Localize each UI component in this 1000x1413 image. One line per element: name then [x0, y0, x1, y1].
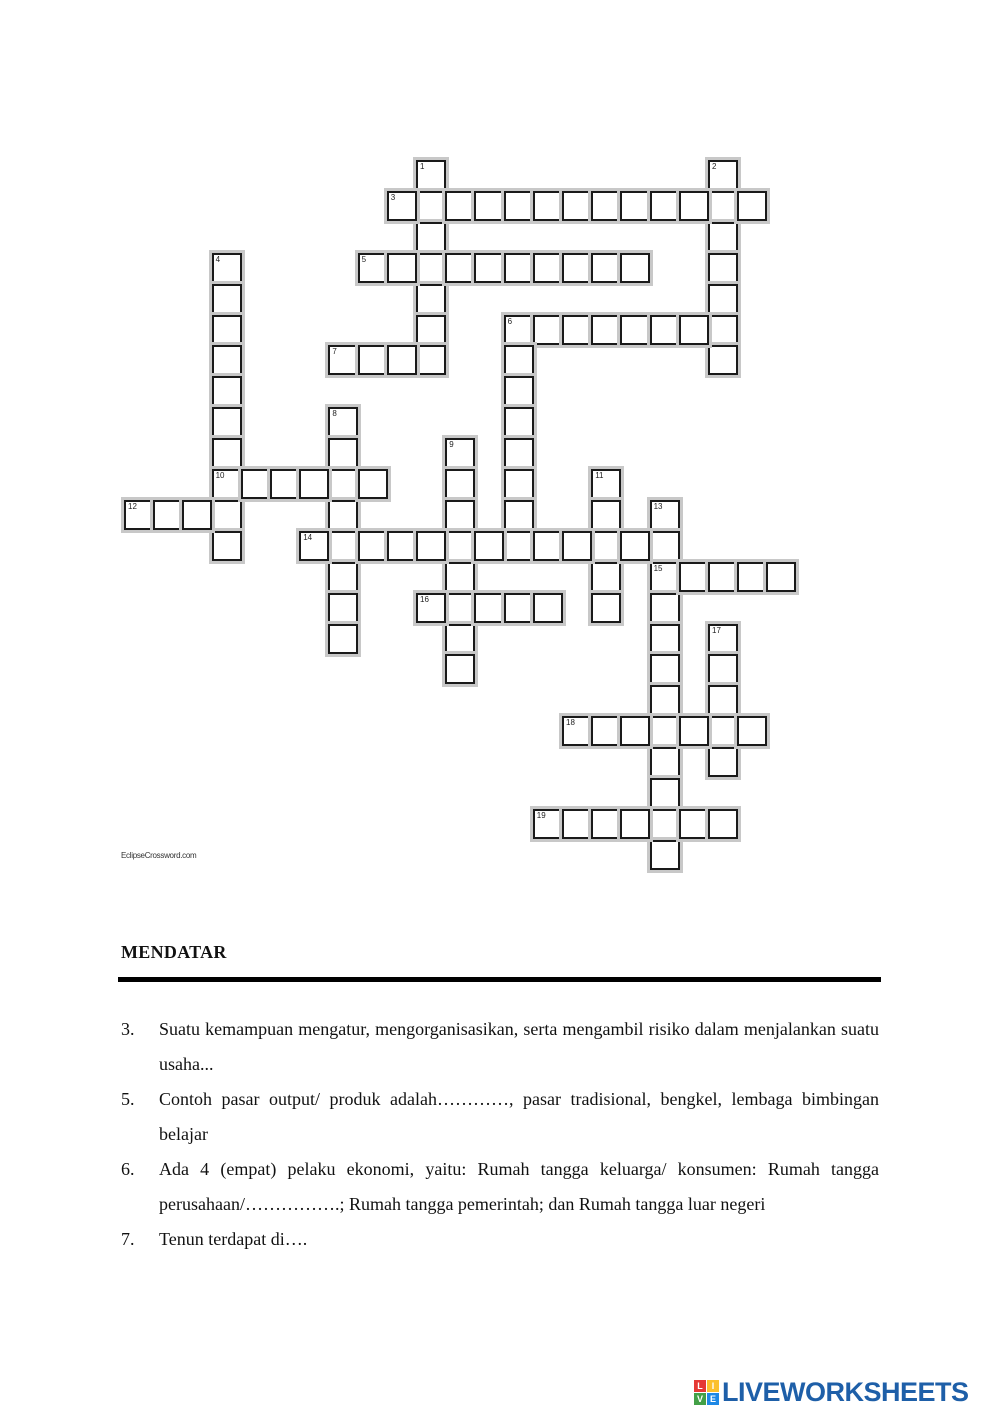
crossword-cell[interactable]	[650, 593, 680, 623]
crossword-cell[interactable]	[212, 315, 242, 345]
clue-number: 3.	[121, 1019, 135, 1039]
crossword-cell[interactable]	[591, 716, 621, 746]
cell-number: 19	[536, 810, 546, 820]
crossword-cell[interactable]	[416, 222, 446, 252]
crossword-cell[interactable]	[270, 469, 300, 499]
cell-number: 10	[215, 471, 225, 480]
crossword-cell[interactable]	[591, 191, 621, 221]
cell-number: 16	[420, 594, 429, 604]
crossword-cell[interactable]	[620, 253, 650, 283]
cell-number: 14	[303, 532, 313, 542]
crossword-cell[interactable]	[445, 500, 475, 530]
crossword-cell[interactable]	[708, 160, 738, 190]
crossword-cell[interactable]	[679, 315, 709, 345]
crossword-cell[interactable]	[591, 315, 621, 345]
crossword-cell[interactable]	[679, 562, 709, 592]
crossword-cell[interactable]	[445, 253, 475, 283]
crossword-cell[interactable]	[445, 531, 475, 561]
crossword-cell[interactable]	[679, 191, 709, 221]
crossword-cell[interactable]	[591, 500, 621, 530]
crossword-cell[interactable]	[737, 562, 767, 592]
crossword-cell[interactable]	[212, 500, 242, 530]
crossword-cell[interactable]	[562, 716, 592, 746]
crossword-cell[interactable]	[620, 809, 650, 839]
crossword-cell[interactable]	[445, 438, 475, 468]
crossword-cell[interactable]	[708, 809, 738, 839]
crossword-cell[interactable]	[650, 531, 680, 561]
crossword-cell[interactable]	[591, 562, 621, 592]
crossword-cell[interactable]	[620, 191, 650, 221]
crossword-cell[interactable]	[533, 809, 563, 839]
crossword-cell[interactable]	[650, 716, 680, 746]
crossword-cell[interactable]	[153, 500, 183, 530]
crossword-cell[interactable]	[212, 438, 242, 468]
crossword-cell[interactable]	[650, 840, 680, 870]
crossword-cell[interactable]	[212, 345, 242, 375]
crossword-cell[interactable]	[328, 407, 358, 437]
crossword-cell[interactable]	[416, 531, 446, 561]
logo-letter: I	[707, 1380, 719, 1392]
crossword-cell[interactable]	[504, 531, 534, 561]
crossword-cell[interactable]	[650, 685, 680, 715]
crossword-cell[interactable]	[679, 716, 709, 746]
crossword-cell[interactable]	[504, 315, 534, 345]
cell-number: 18	[566, 718, 575, 728]
clue-list	[121, 1012, 879, 1257]
crossword-cell[interactable]	[650, 562, 680, 592]
crossword-cell[interactable]	[445, 654, 475, 684]
crossword-cell[interactable]	[328, 469, 358, 499]
crossword-cell[interactable]	[533, 593, 563, 623]
cell-number: 12	[128, 501, 137, 511]
crossword-cell[interactable]	[650, 747, 680, 777]
crossword-cell[interactable]	[708, 284, 738, 314]
crossword-cell[interactable]	[212, 531, 242, 561]
crossword-cell[interactable]	[591, 253, 621, 283]
crossword-cell[interactable]	[533, 191, 563, 221]
crossword-cell[interactable]	[504, 438, 534, 468]
liveworksheets-logo	[694, 1375, 969, 1409]
clue-text: Suatu kemampuan mengatur, mengorganisasikan, serta mengambil risiko dalam menjalankan suatu usaha...	[159, 1019, 879, 1074]
crossword-cell[interactable]	[504, 469, 534, 499]
crossword-cell[interactable]	[708, 191, 738, 221]
crossword-cell[interactable]	[533, 531, 563, 561]
crossword-cell[interactable]	[212, 376, 242, 406]
crossword-cell[interactable]	[416, 315, 446, 345]
crossword-cell[interactable]	[328, 624, 358, 654]
clue-number: 6.	[121, 1159, 135, 1179]
crossword-cell[interactable]	[591, 469, 621, 499]
clue-text: Tenun terdapat di….	[159, 1229, 308, 1249]
crossword-cell[interactable]	[358, 469, 388, 499]
crossword-cell[interactable]	[504, 500, 534, 530]
clue-item	[121, 1082, 879, 1152]
crossword-cell[interactable]	[708, 315, 738, 345]
logo-letter: E	[707, 1393, 719, 1405]
crossword-cell[interactable]	[650, 500, 680, 530]
crossword-cell[interactable]	[650, 809, 680, 839]
crossword-cell[interactable]	[416, 345, 446, 375]
crossword-cell[interactable]	[504, 376, 534, 406]
crossword-cell[interactable]	[650, 654, 680, 684]
crossword-cell[interactable]	[591, 593, 621, 623]
cell-number: 7	[332, 347, 337, 357]
crossword-cell[interactable]	[562, 531, 592, 561]
cell-number: 1	[420, 162, 425, 171]
crossword-cell[interactable]	[708, 253, 738, 283]
crossword-cell[interactable]	[212, 469, 242, 499]
crossword-cell[interactable]	[650, 315, 680, 345]
crossword-cell[interactable]	[241, 469, 271, 499]
logo-text: LIVEWORKSHEETS	[722, 1376, 969, 1407]
crossword-cell[interactable]	[299, 531, 329, 561]
crossword-cell[interactable]	[445, 593, 475, 623]
crossword-cell[interactable]	[416, 191, 446, 221]
clue-number: 5.	[121, 1089, 135, 1109]
crossword-cell[interactable]	[474, 593, 504, 623]
crossword-cell[interactable]	[679, 809, 709, 839]
crossword-cell[interactable]	[708, 562, 738, 592]
crossword-cell[interactable]	[708, 685, 738, 715]
crossword-cell[interactable]	[416, 284, 446, 314]
crossword-cell[interactable]	[562, 315, 592, 345]
crossword-cell[interactable]	[445, 562, 475, 592]
crossword-cell[interactable]	[445, 469, 475, 499]
crossword-cell[interactable]	[474, 531, 504, 561]
crossword-cell[interactable]	[533, 315, 563, 345]
crossword-cell[interactable]	[737, 191, 767, 221]
crossword-cell[interactable]	[328, 562, 358, 592]
crossword-cell[interactable]	[299, 469, 329, 499]
crossword-cell[interactable]	[562, 809, 592, 839]
crossword-cell[interactable]	[504, 593, 534, 623]
crossword-cell[interactable]	[474, 253, 504, 283]
clue-item	[121, 1152, 879, 1222]
crossword-cell[interactable]	[182, 500, 212, 530]
cell-number: 6	[507, 316, 513, 326]
crossword-cell[interactable]	[737, 716, 767, 746]
cell-number: 4	[215, 254, 221, 264]
crossword-cell[interactable]	[620, 531, 650, 561]
crossword-cell[interactable]	[445, 191, 475, 221]
crossword-cell[interactable]	[416, 593, 446, 623]
clue-item	[121, 1222, 879, 1257]
clue-item	[121, 1012, 879, 1082]
crossword-credit: EclipseCrossword.com	[121, 851, 197, 860]
section-heading: MENDATAR	[121, 942, 227, 962]
crossword-cell[interactable]	[650, 191, 680, 221]
crossword-cell[interactable]	[504, 407, 534, 437]
clue-text: Contoh pasar output/ produk adalah…………, pasar tradisional, bengkel, lembaga bimbingan belajar	[159, 1089, 879, 1144]
crossword-cell[interactable]	[328, 438, 358, 468]
cell-number: 2	[712, 162, 717, 171]
crossword-cell[interactable]	[328, 345, 358, 375]
crossword-cell[interactable]	[474, 191, 504, 221]
crossword-cell[interactable]	[387, 345, 417, 375]
crossword-cell[interactable]	[328, 500, 358, 530]
crossword-cell[interactable]	[212, 407, 242, 437]
cell-number: 13	[653, 501, 663, 511]
logo-mark-icon	[694, 1380, 719, 1405]
cell-number: 8	[332, 409, 337, 419]
crossword-cell[interactable]	[212, 284, 242, 314]
clue-number: 7.	[121, 1229, 135, 1249]
logo-letter: V	[694, 1393, 706, 1405]
crossword-cell[interactable]	[562, 253, 592, 283]
crossword-cell[interactable]	[708, 654, 738, 684]
crossword-cell[interactable]	[650, 778, 680, 808]
crossword-cell[interactable]	[708, 716, 738, 746]
crossword-cell[interactable]	[708, 222, 738, 252]
crossword-cell[interactable]	[416, 253, 446, 283]
cell-number: 11	[595, 471, 604, 480]
crossword-cell[interactable]	[445, 624, 475, 654]
crossword-cell[interactable]	[328, 531, 358, 561]
crossword-cell[interactable]	[387, 191, 417, 221]
crossword-cell[interactable]	[562, 191, 592, 221]
crossword-cell[interactable]	[620, 315, 650, 345]
cell-number: 17	[712, 625, 721, 635]
crossword-cell[interactable]	[504, 191, 534, 221]
crossword-cell[interactable]	[328, 593, 358, 623]
crossword-cell[interactable]	[212, 253, 242, 283]
cell-number: 15	[653, 563, 663, 573]
crossword-cell[interactable]	[358, 253, 388, 283]
crossword-cell[interactable]	[766, 562, 796, 592]
crossword-cell[interactable]	[416, 160, 446, 190]
cell-number: 3	[390, 192, 396, 202]
crossword-cell[interactable]	[591, 809, 621, 839]
heading-divider	[118, 977, 881, 982]
crossword-cell[interactable]	[708, 624, 738, 654]
logo-letter: L	[694, 1380, 706, 1392]
crossword-cell[interactable]	[504, 345, 534, 375]
crossword-cell[interactable]	[533, 253, 563, 283]
crossword-cell[interactable]	[387, 253, 417, 283]
crossword-cell[interactable]	[650, 624, 680, 654]
cell-number: 9	[449, 440, 454, 450]
crossword-cell[interactable]	[387, 531, 417, 561]
crossword-cell[interactable]	[620, 716, 650, 746]
crossword-cell[interactable]	[358, 531, 388, 561]
crossword-cell[interactable]	[591, 531, 621, 561]
clue-text: Ada 4 (empat) pelaku ekonomi, yaitu: Rumah tangga keluarga/ konsumen: Rumah tangga perusahaan/…………….; Rumah tangga pemerintah; dan Rumah tangga luar negeri	[159, 1159, 879, 1214]
crossword-cell[interactable]	[708, 345, 738, 375]
crossword-cell[interactable]	[504, 253, 534, 283]
cell-number: 5	[361, 254, 367, 264]
crossword-cell[interactable]	[124, 500, 154, 530]
crossword-cell[interactable]	[708, 747, 738, 777]
crossword-cell[interactable]	[358, 345, 388, 375]
